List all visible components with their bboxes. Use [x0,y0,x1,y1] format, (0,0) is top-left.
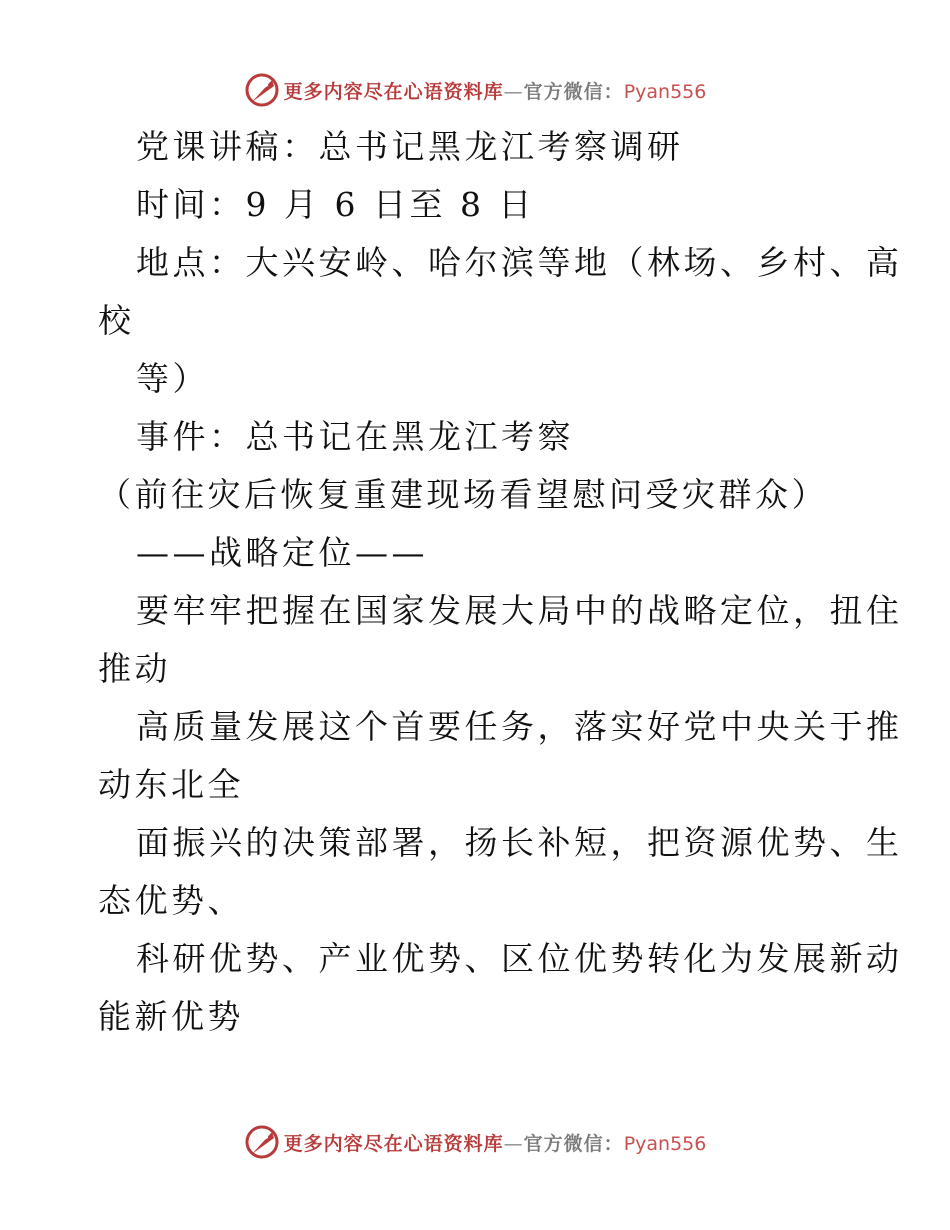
doc-paragraph-line: 推动 [98,649,171,688]
doc-line-location-end: 等） [136,359,209,398]
banner-separator: — [503,1132,524,1155]
doc-line-event: 事件：总书记在黑龙江考察 [136,417,574,456]
banner-text [284,77,707,104]
doc-line-time: 时间：9 月 6 日至 8 日 [136,185,535,224]
footer-watermark-banner [0,1122,950,1162]
banner-wechat-id: Pyan556 [623,1132,707,1155]
doc-paragraph-line: 要牢牢把握在国家发展大局中的战略定位，扭住 [136,591,903,630]
banner-wechat-id: Pyan556 [623,80,707,103]
doc-paragraph-line: 面振兴的决策部署，扬长补短，把资源优势、生 [136,823,903,862]
doc-paragraph-line: 科研优势、产业优势、区位优势转化为发展新动 [136,939,903,978]
quill-pen-logo-icon [244,72,280,108]
doc-section-heading: ——战略定位—— [136,533,428,572]
quill-pen-logo-icon [244,1124,280,1160]
doc-paragraph-line: 能新优势 [98,997,244,1036]
doc-line-event-detail: （前往灾后恢复重建现场看望慰问受灾群众） [98,475,828,514]
doc-paragraph-line: 动东北全 [98,765,244,804]
header-watermark-banner [0,70,950,110]
doc-title: 党课讲稿：总书记黑龙江考察调研 [136,127,684,166]
document-body [98,118,903,1046]
banner-text [284,1129,707,1156]
banner-separator: — [503,80,524,103]
doc-line-location-wrap: 校 [98,301,135,340]
banner-wechat-label: 官方微信： [523,1132,624,1155]
banner-title: 更多内容尽在心语资料库 [283,1132,504,1155]
banner-title: 更多内容尽在心语资料库 [283,80,504,103]
doc-paragraph-line: 高质量发展这个首要任务，落实好党中央关于推 [136,707,903,746]
doc-line-location: 地点：大兴安岭、哈尔滨等地（林场、乡村、高 [136,243,903,282]
banner-wechat-label: 官方微信： [523,80,624,103]
doc-paragraph-line: 态优势、 [98,881,244,920]
